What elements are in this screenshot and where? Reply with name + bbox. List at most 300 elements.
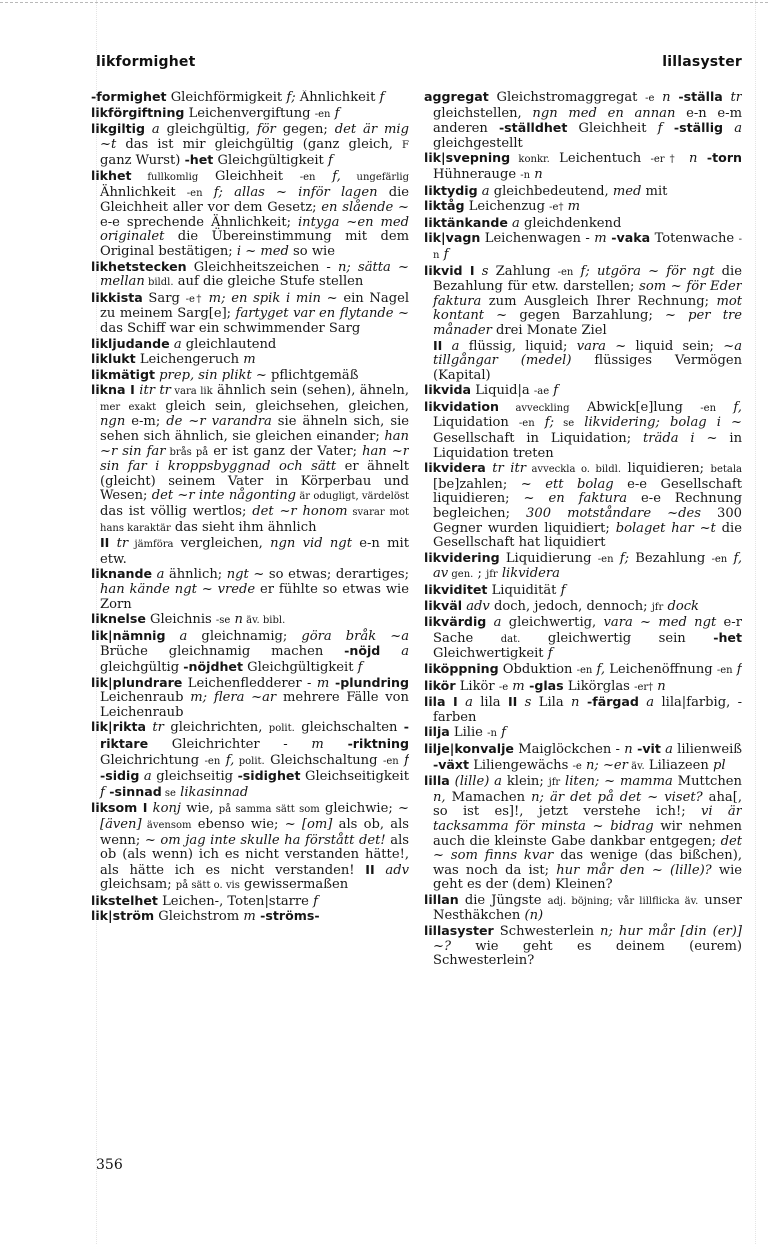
entry-text: die Übereinstimmung mit dem Original bestätigen; bbox=[100, 229, 409, 259]
entry-text: Sarg bbox=[142, 290, 186, 306]
right-column bbox=[424, 90, 742, 1145]
entry-headword: -plundring bbox=[329, 674, 409, 690]
entry-text: tr bbox=[722, 90, 742, 105]
entry-text: ~ [om] bbox=[284, 816, 333, 832]
entry-text: Ähnlichkeit bbox=[295, 90, 380, 105]
entry-text: m bbox=[243, 909, 256, 925]
entry-text: als ob (als wenn) ich es nicht verstanden hätte!, als hätte ich es nicht verstanden! bbox=[100, 832, 409, 878]
entry-headword: -riktning bbox=[323, 735, 409, 751]
entry-text: Leichentuch bbox=[549, 151, 651, 167]
entry-text: se bbox=[161, 787, 176, 799]
entry-text: avveckling bbox=[499, 402, 570, 414]
entry-text: mehrere Fälle von Leichenraub bbox=[100, 690, 409, 720]
entry-text: träda i ~ bbox=[643, 431, 718, 447]
dictionary-entry bbox=[424, 400, 742, 461]
entry-text: gleichlautend bbox=[181, 336, 277, 352]
entry-text: a bbox=[165, 628, 188, 644]
entry-text: er ähnelt (gleicht) seinem Vater in Körperbau und Wesen; bbox=[100, 459, 409, 504]
entry-text: adj. böjning; vår lillflicka äv. bbox=[547, 895, 699, 907]
entry-text: Obduktion bbox=[498, 661, 577, 677]
entry-text: för bbox=[256, 122, 276, 138]
entry-text: als ob, als wenn; bbox=[100, 816, 409, 848]
entry-text: det ~r honom bbox=[252, 504, 348, 520]
entry-text: a bbox=[152, 567, 165, 583]
entry-headword: likstelhet bbox=[91, 892, 158, 908]
entry-text: n bbox=[654, 90, 671, 105]
entry-text: Mamachen bbox=[445, 789, 532, 805]
entry-text: die Gleichheit aller vor dem Gesetz; bbox=[100, 184, 409, 216]
entry-text: -en bbox=[204, 755, 221, 767]
entry-text: gleichstellen, bbox=[433, 105, 533, 121]
entry-text: -en bbox=[576, 664, 593, 676]
entry-headword: likvida bbox=[424, 382, 472, 398]
entry-text: -e bbox=[645, 93, 655, 104]
entry-text: Zahlung bbox=[488, 263, 558, 279]
entry-text: die Bezahlung für etw. darstellen; bbox=[433, 263, 742, 295]
entry-text: som ~ för Eder faktura bbox=[433, 279, 742, 309]
entry-text: brås på bbox=[165, 446, 209, 458]
entry-headword: lilla bbox=[424, 773, 450, 789]
entry-text: a bbox=[486, 615, 502, 631]
entry-text: tr bbox=[109, 536, 129, 552]
entry-text: auf die gleiche Stufe stellen bbox=[173, 274, 364, 290]
entry-text: pflichtgemäß bbox=[266, 367, 359, 383]
entry-text: på samma sätt som bbox=[218, 804, 320, 816]
entry-text: dock bbox=[663, 598, 699, 614]
entry-text: Gleichstrom bbox=[154, 909, 244, 925]
entry-text: ~ en faktura bbox=[523, 491, 628, 507]
dictionary-entry bbox=[424, 695, 742, 725]
entry-text: f bbox=[330, 105, 340, 121]
entry-text: Gleichrichtung bbox=[100, 752, 205, 768]
entry-text: n bbox=[679, 151, 698, 167]
entry-text: Brüche gleichnamig machen bbox=[100, 644, 345, 660]
page-number: 356 bbox=[96, 1157, 123, 1173]
dictionary-entry bbox=[424, 184, 742, 200]
dictionary-entry bbox=[91, 122, 409, 169]
dictionary-entry bbox=[424, 216, 742, 232]
entry-text: f bbox=[547, 646, 553, 662]
dictionary-entry bbox=[424, 893, 742, 924]
entry-text: doch, jedoch, dennoch; bbox=[489, 598, 652, 614]
entry-text: gleichrichten, bbox=[163, 720, 269, 736]
entry-text: [be]zahlen; bbox=[433, 476, 521, 492]
dictionary-entry bbox=[91, 567, 409, 612]
entry-text: Muttchen bbox=[672, 774, 742, 790]
entry-text: -e bbox=[572, 760, 582, 772]
entry-text: a bbox=[477, 183, 490, 199]
entry-headword: -torn bbox=[697, 150, 742, 166]
entry-headword: -ställa bbox=[670, 90, 723, 104]
entry-text: ngn vid ngt bbox=[270, 536, 352, 552]
dictionary-entry bbox=[424, 583, 742, 599]
entry-text: f, bbox=[592, 661, 606, 677]
entry-text: hur mår den ~ (lille)? bbox=[556, 862, 712, 878]
entry-text: vara ~ bbox=[576, 338, 627, 354]
entry-text: mit bbox=[641, 183, 668, 199]
entry-text: Gleichgültigkeit bbox=[243, 659, 358, 675]
dictionary-entry bbox=[424, 151, 742, 183]
entry-text: med bbox=[612, 183, 642, 199]
entry-headword: likhetstecken bbox=[91, 258, 187, 274]
dictionary-entry bbox=[424, 461, 742, 551]
entry-text: in Liquidation treten bbox=[433, 431, 742, 461]
entry-headword: -sidighet bbox=[237, 768, 301, 784]
entry-text: konkr. bbox=[510, 154, 550, 166]
entry-text: Gleichstromaggregat bbox=[488, 90, 646, 105]
dictionary-entry bbox=[91, 106, 409, 123]
entry-headword: liköppning bbox=[424, 660, 499, 676]
entry-text: Leichenöffnung bbox=[605, 661, 717, 677]
entry-headword: -vit bbox=[632, 740, 661, 756]
entry-text: gleichwie; bbox=[319, 801, 399, 817]
entry-text: -en bbox=[597, 553, 614, 565]
entry-headword: -riktare bbox=[100, 719, 409, 751]
entry-text: ganz Wurst) bbox=[100, 153, 185, 169]
entry-text: Gleichförmigkeit bbox=[166, 90, 287, 105]
entry-headword: lik|vagn bbox=[424, 230, 481, 246]
entry-text: f bbox=[398, 752, 409, 768]
entry-text: gleichgestellt bbox=[433, 135, 523, 151]
entry-text: gleichgültig bbox=[100, 659, 184, 675]
entry-text: n; hur mår [din (er)] ~? bbox=[433, 924, 742, 954]
entry-text: Leichengeruch bbox=[135, 352, 244, 368]
entry-headword: likkista bbox=[91, 289, 143, 305]
entry-text: F bbox=[402, 139, 409, 151]
entry-text: gewissermaßen bbox=[239, 877, 349, 893]
entry-text: f; bbox=[534, 415, 555, 431]
entry-text: -en bbox=[711, 553, 728, 565]
entry-headword: liklukt bbox=[91, 351, 136, 367]
dictionary-entry bbox=[91, 90, 409, 106]
entry-headword: -het bbox=[713, 629, 742, 645]
entry-text: vi är tacksamma för minsta ~ bidrag bbox=[433, 804, 742, 834]
entry-text: Gleichrichter - bbox=[148, 736, 312, 752]
entry-text: flüssiges Vermögen (Kapital) bbox=[433, 353, 742, 383]
entry-text: n bbox=[230, 612, 243, 628]
entry-text: gleichschalten bbox=[294, 720, 404, 736]
entry-text: -en bbox=[716, 664, 733, 676]
entry-headword: likväl bbox=[424, 597, 463, 613]
entry-text: n bbox=[624, 741, 633, 757]
entry-text: -er† bbox=[650, 154, 680, 166]
entry-text: Liquid|a bbox=[471, 383, 534, 399]
entry-text: polit. bbox=[234, 755, 265, 767]
entry-text: n; sätta ~ mellan bbox=[100, 259, 409, 290]
entry-headword: lila I bbox=[424, 694, 458, 710]
entry-text: polit. bbox=[268, 723, 295, 735]
entry-headword: likförgiftning bbox=[91, 104, 185, 120]
entry-text: gleichsam; bbox=[100, 877, 176, 893]
entry-text: f, bbox=[315, 168, 341, 184]
entry-headword: lilja bbox=[424, 724, 450, 740]
entry-headword: -ställig bbox=[662, 120, 724, 136]
entry-text: han ~r sin far bbox=[100, 429, 409, 459]
entry-text: -er† bbox=[634, 681, 654, 693]
entry-headword: lillasyster bbox=[424, 923, 494, 939]
entry-text: gleichwertig sein bbox=[520, 630, 714, 646]
dictionary-entry bbox=[91, 260, 409, 291]
entry-text: ngn bbox=[100, 414, 126, 430]
dictionary-entry bbox=[91, 383, 409, 536]
dictionary-entry bbox=[424, 662, 742, 679]
entry-text: Liliengewächs bbox=[469, 757, 573, 773]
entry-text: Gleichnis bbox=[145, 612, 216, 628]
entry-text: han kände ngt ~ vrede bbox=[100, 582, 256, 597]
entry-text: itr tr bbox=[134, 383, 171, 399]
entry-text: Hühnerauge bbox=[433, 166, 521, 182]
entry-text: m bbox=[594, 231, 607, 247]
entry-text: f bbox=[549, 383, 559, 399]
entry-text: Gleichwertigkeit bbox=[433, 646, 548, 662]
entry-text: bildl. bbox=[144, 277, 174, 289]
entry-text: gegen Barzahlung; bbox=[507, 308, 666, 324]
entry-headword: lik|rikta bbox=[91, 719, 147, 735]
entry-text: so wie bbox=[288, 243, 335, 259]
dictionary-entry bbox=[424, 551, 742, 583]
entry-text: -en bbox=[314, 108, 331, 120]
entry-text: Liquidation bbox=[433, 415, 519, 431]
entry-text: jfr bbox=[486, 569, 498, 581]
entry-text: die Jüngste bbox=[458, 892, 548, 908]
entry-text: das ist mir gleichgültig (ganz gleich, bbox=[116, 136, 403, 152]
entry-text: f bbox=[657, 121, 663, 137]
entry-text: mot kontant ~ bbox=[433, 293, 742, 324]
entry-text: -n bbox=[433, 234, 742, 261]
entry-text: lilienweiß bbox=[672, 741, 742, 757]
entry-text: das Schiff war ein schwimmender Sarg bbox=[100, 320, 361, 336]
entry-text: Gleichgültigkeit bbox=[213, 153, 328, 169]
dictionary-entry bbox=[91, 909, 409, 925]
entry-text: Totenwache bbox=[650, 231, 739, 247]
entry-text: f bbox=[732, 661, 742, 677]
entry-text: n bbox=[530, 166, 543, 182]
entry-headword: likvidering bbox=[424, 549, 500, 565]
entry-text: i ~ med bbox=[236, 243, 289, 259]
entry-text: adv bbox=[374, 862, 409, 878]
entry-headword: likör bbox=[424, 677, 456, 693]
entry-text: gleichnamig; bbox=[187, 628, 302, 644]
entry-text: Schwesterlein bbox=[493, 924, 601, 940]
entry-text: a bbox=[169, 336, 182, 352]
entry-text: e-n mit etw. bbox=[100, 536, 409, 567]
entry-text: en slående ~ bbox=[321, 200, 409, 216]
entry-text: m bbox=[508, 678, 525, 694]
entry-text: prep, sin plikt ~ bbox=[155, 367, 267, 383]
entry-text: n bbox=[570, 695, 580, 711]
entry-text: Likörglas bbox=[563, 678, 635, 694]
entry-text: lila bbox=[472, 695, 508, 711]
running-head-right: lillasyster bbox=[662, 54, 742, 70]
entry-text: adv bbox=[462, 598, 490, 614]
entry-text: Gleichheitszeichen - bbox=[186, 259, 338, 275]
entry-text: bolaget har ~t bbox=[615, 520, 716, 536]
entry-text: sie ähneln sich, sie sehen sich ähnlich, sie gleichen einander; bbox=[100, 414, 409, 445]
entry-headword: likljudande bbox=[91, 335, 170, 351]
entry-text: gleichbedeutend, bbox=[489, 183, 613, 199]
entry-headword: likmätigt bbox=[91, 366, 156, 382]
dictionary-entry bbox=[91, 169, 409, 260]
entry-headword: likvidera bbox=[424, 460, 486, 476]
entry-text: fullkomlig bbox=[131, 171, 199, 183]
entry-headword: -het bbox=[184, 152, 214, 168]
entry-text: det är mig ~t bbox=[100, 122, 409, 152]
entry-text: liquid sein; bbox=[626, 338, 724, 354]
entry-text: -e† bbox=[549, 202, 564, 214]
dictionary-entry bbox=[91, 801, 409, 894]
dictionary-entry bbox=[91, 536, 409, 567]
entry-headword: liktåg bbox=[424, 198, 465, 214]
entry-text: likasinnad bbox=[175, 784, 249, 800]
dictionary-entry bbox=[424, 199, 742, 216]
entry-headword: -färgad bbox=[579, 694, 639, 710]
entry-text: n; är det på det ~ viset? bbox=[531, 789, 703, 805]
entry-text: det ~r inte någonting bbox=[151, 488, 297, 504]
entry-headword: lik|svepning bbox=[424, 150, 511, 166]
entry-text: vara ~ med ngt bbox=[603, 615, 717, 631]
entry-text: e-e Rechnung begleichen; bbox=[433, 491, 742, 522]
entry-text: a bbox=[457, 695, 473, 711]
entry-text: a bbox=[638, 695, 655, 711]
entry-text: klein; bbox=[502, 774, 549, 790]
entry-text: -en bbox=[299, 171, 316, 183]
entry-text: f bbox=[357, 659, 363, 675]
entry-text: -en bbox=[518, 418, 535, 430]
entry-text: ähnlich sein (sehen), ähneln, bbox=[212, 383, 409, 399]
entry-headword: likviditet bbox=[424, 582, 488, 597]
entry-text: avveckla o. bildl. bbox=[525, 464, 622, 476]
entry-text: s bbox=[517, 695, 532, 711]
entry-text: ebenso wie; bbox=[191, 816, 285, 832]
entry-headword: lik|plundrare bbox=[91, 674, 183, 690]
entry-text: a bbox=[380, 644, 409, 660]
entry-text: vara lik bbox=[170, 386, 213, 398]
entry-text: ein Nagel zu meinem Sarg[e]; bbox=[100, 290, 409, 322]
dictionary-entry bbox=[424, 339, 742, 384]
entry-text: -se bbox=[215, 615, 231, 627]
dictionary-entry bbox=[91, 368, 409, 384]
entry-text: n bbox=[653, 678, 666, 694]
entry-text: zum Ausgleich Ihrer Rechnung; bbox=[481, 293, 717, 309]
entry-headword: liknande bbox=[91, 566, 152, 582]
entry-text: a bbox=[660, 741, 673, 757]
entry-text: ~ om jag inte skulle ha förstått det! bbox=[144, 832, 386, 848]
entry-text: Gleichseitigkeit bbox=[300, 769, 409, 785]
entry-text: f; bbox=[613, 550, 630, 566]
entry-text: likvidering; bolag i ~ bbox=[574, 415, 742, 431]
entry-text: -e bbox=[498, 681, 509, 693]
entry-headword: likvid I bbox=[424, 262, 475, 278]
entry-text: Leichenzug bbox=[464, 199, 550, 215]
entry-text: f; bbox=[286, 90, 296, 105]
entry-text: Leichenwagen - bbox=[480, 231, 595, 247]
entry-headword: -formighet bbox=[91, 90, 167, 104]
entry-text: ävensom bbox=[141, 819, 192, 831]
entry-text: wie, bbox=[181, 801, 219, 817]
entry-text: f; utgöra ~ för ngt bbox=[573, 263, 715, 279]
entry-text: das ist völlig wertlos; bbox=[100, 504, 253, 520]
entry-text: Leichenfledderer - bbox=[182, 675, 317, 691]
entry-text: fartyget var en flytande ~ bbox=[235, 306, 409, 322]
entry-headword: -vaka bbox=[606, 230, 651, 246]
entry-text: wie geht es der (dem) Kleinen? bbox=[433, 862, 742, 893]
entry-text: 300 Gegner wurden liquidiert; bbox=[433, 506, 742, 536]
entry-text: wie geht es deinem (eurem) Schwesterlein? bbox=[433, 938, 742, 969]
entry-text: likvidera bbox=[497, 566, 560, 582]
entry-text: m bbox=[563, 199, 581, 215]
dictionary-entry bbox=[91, 291, 409, 337]
entry-text: äv. bbox=[627, 760, 645, 772]
entry-text: ngn med en annan bbox=[532, 105, 676, 121]
entry-text: ~ ett bolag bbox=[520, 476, 614, 492]
entry-text: Ähnlichkeit bbox=[100, 184, 187, 200]
dictionary-entry bbox=[424, 599, 742, 616]
entry-headword: likvidation bbox=[424, 398, 500, 414]
entry-text: det ~ som finns kvar bbox=[433, 833, 742, 864]
entry-text: Leichenvergiftung bbox=[184, 105, 315, 121]
entry-text: tr itr bbox=[485, 461, 526, 477]
entry-headword: lik|ström bbox=[91, 908, 155, 924]
entry-text: gen. bbox=[448, 569, 474, 581]
entry-text: ungefärlig bbox=[340, 171, 409, 183]
entry-text: gleichdenkend bbox=[519, 215, 622, 231]
entry-text: gegen; bbox=[275, 122, 335, 138]
entry-text: e-e Gesellschaft liquidieren; bbox=[433, 476, 742, 507]
entry-text: ~ [även] bbox=[100, 801, 409, 832]
entry-text: -en bbox=[382, 755, 399, 767]
entry-text: m; flera ~ar bbox=[190, 690, 277, 706]
entry-text: Gesellschaft in Liquidation; bbox=[433, 431, 644, 447]
dictionary-entry bbox=[424, 90, 742, 151]
entry-text: Abwick[e]lung bbox=[569, 399, 701, 415]
entry-text: ngt ~ bbox=[226, 567, 265, 583]
entry-text: er fühlte so etwas wie Zorn bbox=[100, 582, 409, 612]
entry-headword: -nöjd bbox=[344, 643, 381, 659]
entry-headword: lilje|konvalje bbox=[424, 740, 514, 756]
dictionary-entry bbox=[91, 676, 409, 721]
entry-text: jfr bbox=[651, 601, 664, 613]
entry-text: a bbox=[723, 121, 742, 137]
entry-text: gleich sein, gleichsehen, gleichen, bbox=[156, 398, 409, 414]
entry-text: (lille) a bbox=[449, 774, 502, 790]
entry-text: Gleichschaltung bbox=[264, 752, 383, 768]
entry-text: e-r Sache bbox=[433, 615, 742, 646]
dictionary-entry bbox=[91, 720, 409, 801]
entry-headword: liktydig bbox=[424, 182, 478, 198]
entry-text: -ae bbox=[533, 386, 550, 398]
entry-text: jfr bbox=[548, 777, 561, 789]
entry-text: se bbox=[554, 418, 575, 430]
entry-text: m bbox=[316, 675, 330, 691]
entry-text: aha[, so ist es]!, jetzt verstehe ich!; bbox=[433, 789, 742, 820]
dictionary-entry bbox=[424, 264, 742, 339]
entry-text: unser Nesthäkchen bbox=[433, 892, 742, 924]
entry-text: -e† bbox=[185, 293, 203, 305]
entry-headword: II bbox=[507, 694, 518, 710]
entry-text: f bbox=[313, 893, 318, 909]
entry-text: ~a tillgångar (medel) bbox=[433, 338, 742, 369]
entry-text: pl bbox=[712, 757, 726, 773]
entry-text: f; allas ~ inför lagen bbox=[202, 184, 378, 200]
entry-text: jämföra bbox=[128, 539, 174, 551]
entry-text: f bbox=[439, 246, 449, 262]
dictionary-entry bbox=[91, 629, 409, 676]
entry-text: -en bbox=[700, 402, 717, 414]
entry-text: äv. bibl. bbox=[242, 615, 286, 627]
dictionary-entry bbox=[424, 231, 742, 263]
entry-text: Leichen-, Toten|starre bbox=[157, 893, 314, 909]
entry-text: f bbox=[327, 153, 333, 169]
